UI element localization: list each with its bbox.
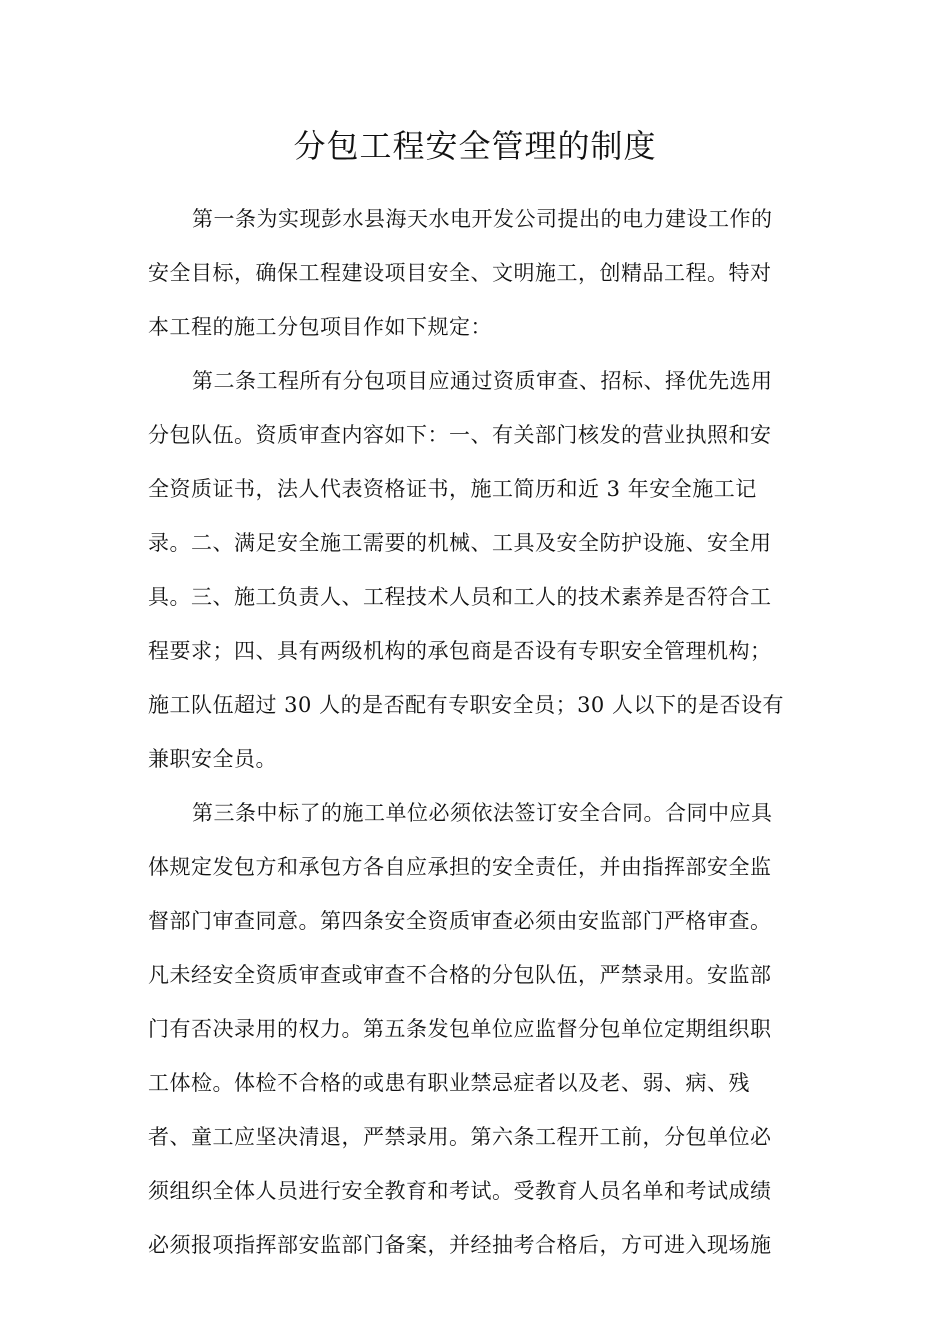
document-body [148, 192, 798, 1272]
article-3-line-9: 必须报项指挥部安监部门备案，并经抽考合格后，方可进入现场施 [148, 1233, 772, 1257]
article-1-line-3: 本工程的施工分包项目作如下规定： [148, 315, 492, 339]
article-2-line-1: 第二条工程所有分包项目应通过资质审查、招标、择优先选用 [192, 369, 773, 393]
article-2-line-2: 分包队伍。资质审查内容如下：一、有关部门核发的营业执照和安 [148, 423, 772, 447]
article-2-line-4: 录。二、满足安全施工需要的机械、工具及安全防护设施、安全用 [148, 531, 772, 555]
article-3-line-5: 门有否决录用的权力。第五条发包单位应监督分包单位定期组织职 [148, 1017, 772, 1041]
article-2-line-3: 全资质证书，法人代表资格证书，施工简历和近 3 年安全施工记 [148, 477, 757, 501]
article-3-line-7: 者、童工应坚决清退，严禁录用。第六条工程开工前，分包单位必 [148, 1125, 772, 1149]
article-3-line-2: 体规定发包方和承包方各自应承担的安全责任，并由指挥部安全监 [148, 855, 772, 879]
article-3-line-6: 工体检。体检不合格的或患有职业禁忌症者以及老、弱、病、残 [148, 1071, 750, 1095]
article-3-line-3: 督部门审查同意。第四条安全资质审查必须由安监部门严格审查。 [148, 909, 772, 933]
article-1-line-2: 安全目标，确保工程建设项目安全、文明施工，创精品工程。特对 [148, 261, 772, 285]
article-3-line-1: 第三条中标了的施工单位必须依法签订安全合同。合同中应具 [192, 801, 773, 825]
article-1-line-1: 第一条为实现彭水县海天水电开发公司提出的电力建设工作的 [192, 207, 773, 231]
document-title: 分包工程安全管理的制度 [293, 127, 657, 165]
article-3-line-8: 须组织全体人员进行安全教育和考试。受教育人员名单和考试成绩 [148, 1179, 772, 1203]
article-2-line-5: 具。三、施工负责人、工程技术人员和工人的技术素养是否符合工 [148, 585, 772, 609]
article-3-line-4: 凡未经安全资质审查或审查不合格的分包队伍，严禁录用。安监部 [148, 963, 772, 987]
article-2-line-6: 程要求；四、具有两级机构的承包商是否设有专职安全管理机构； [148, 639, 772, 663]
article-2-line-7: 施工队伍超过 30 人的是否配有专职安全员；30 人以下的是否设有 [148, 693, 784, 717]
article-2-line-8: 兼职安全员。 [148, 747, 277, 771]
